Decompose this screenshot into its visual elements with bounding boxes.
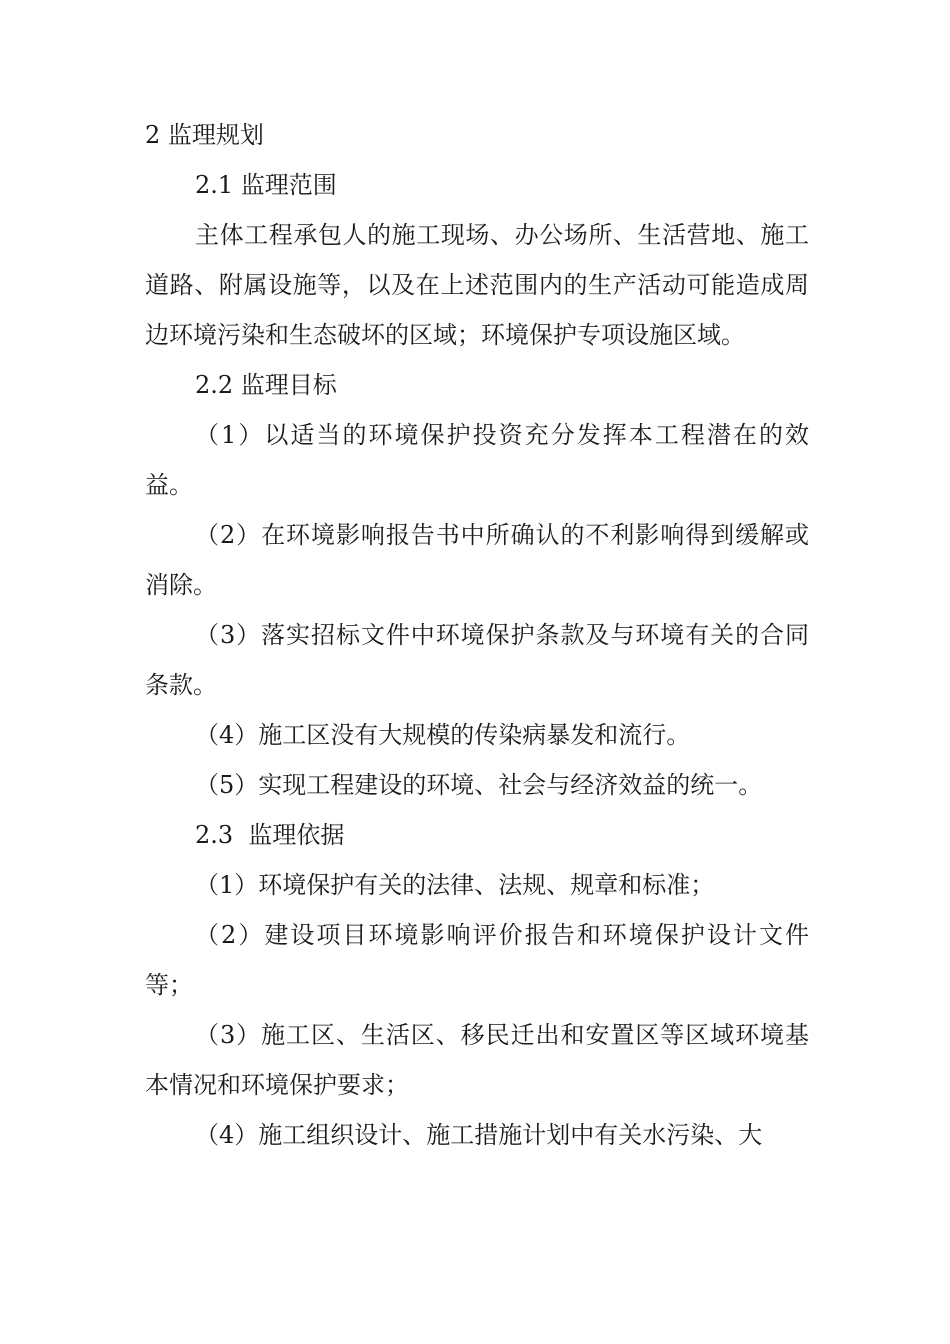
scope-paragraph: 主体工程承包人的施工现场、办公场所、生活营地、施工道路、附属设施等，以及在上述范围内的生产活动可能造成周边环境污染和生态破坏的区域；环境保护专项设施区域。 [145, 221, 809, 349]
section-title-basis: 2.3 监理依据 [195, 821, 345, 849]
goal-item-5: （5）实现工程建设的环境、社会与经济效益的统一。 [195, 771, 763, 799]
document-body [145, 110, 809, 1160]
section-title-scope: 2.1 监理范围 [195, 171, 337, 199]
section-title-goals: 2.2 监理目标 [195, 371, 337, 399]
chapter-heading: 2 监理规划 [145, 121, 264, 149]
goal-item-2: （2）在环境影响报告书中所确认的不利影响得到缓解或消除。 [145, 521, 809, 599]
basis-item-4: （4）施工组织设计、施工措施计划中有关水污染、大 [195, 1121, 763, 1149]
basis-item-3: （3）施工区、生活区、移民迁出和安置区等区域环境基本情况和环境保护要求； [145, 1021, 809, 1099]
goal-item-3: （3）落实招标文件中环境保护条款及与环境有关的合同条款。 [145, 621, 809, 699]
basis-item-1: （1）环境保护有关的法律、法规、规章和标准； [195, 871, 715, 899]
goal-item-1: （1）以适当的环境保护投资充分发挥本工程潜在的效益。 [145, 421, 809, 499]
basis-item-2: （2）建设项目环境影响评价报告和环境保护设计文件等； [145, 921, 809, 999]
goal-item-4: （4）施工区没有大规模的传染病暴发和流行。 [195, 721, 691, 749]
